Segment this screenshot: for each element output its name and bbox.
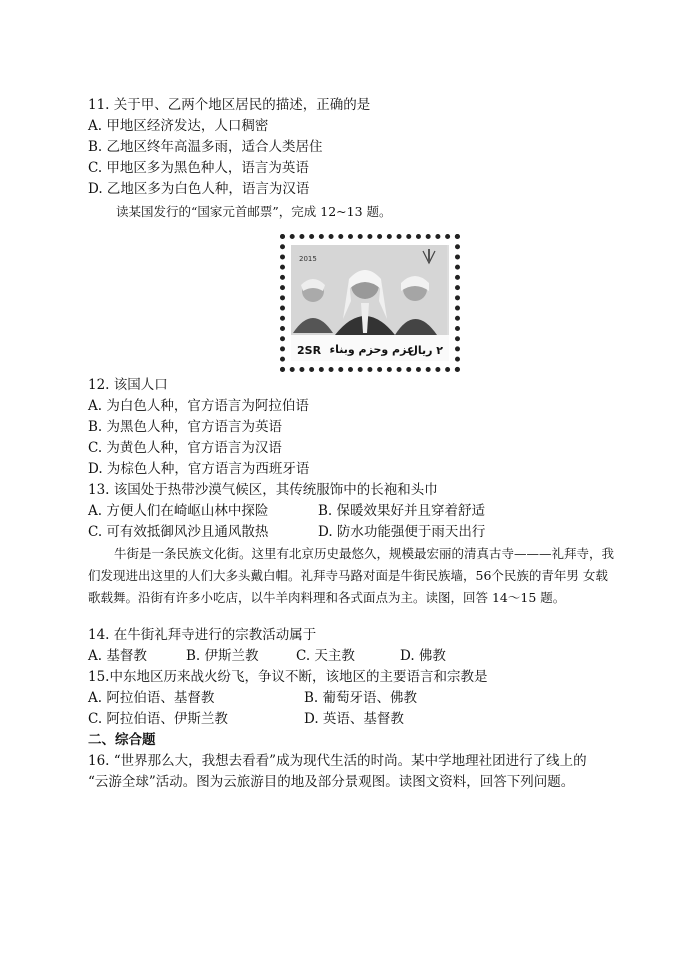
q11-option-a: A. 甲地区经济发达，人口稠密 bbox=[88, 118, 269, 134]
q12-option-a: A. 为白色人种，官方语言为阿拉伯语 bbox=[88, 398, 309, 414]
stamp-value-left: 2SR bbox=[297, 344, 322, 357]
q14-option-d: D. 佛教 bbox=[400, 648, 446, 664]
q13-option-d: D. 防水功能强便于雨天出行 bbox=[318, 524, 486, 540]
q12-stem: 12. 该国人口 bbox=[88, 377, 168, 393]
stamp-year: 2015 bbox=[299, 255, 317, 263]
q15-option-c: C. 阿拉伯语、伊斯兰教 bbox=[88, 711, 228, 727]
q13-stem: 13. 该国处于热带沙漠气候区，其传统服饰中的长袍和头巾 bbox=[88, 482, 438, 498]
q11-stem: 11. 关于甲、乙两个地区居民的描述，正确的是 bbox=[88, 97, 371, 113]
stamp-value-right: ٢ ريال bbox=[408, 344, 443, 357]
q14-stem: 14. 在牛街礼拜寺进行的宗教活动属于 bbox=[88, 627, 317, 643]
q13-option-a: A. 方便人们在崎岖山林中探险 bbox=[88, 503, 269, 519]
stamp-caption: عزم وحزم وبناء bbox=[329, 343, 415, 356]
q14-option-b: B. 伊斯兰教 bbox=[186, 648, 259, 664]
section-heading: 二、综合题 bbox=[88, 732, 156, 748]
q11-option-c: C. 甲地区多为黑色种人，语言为英语 bbox=[88, 160, 309, 176]
q15-option-d: D. 英语、基督教 bbox=[304, 711, 404, 727]
q15-stem: 15.中东地区历来战火纷飞，争议不断，该地区的主要语言和宗教是 bbox=[88, 669, 488, 685]
q14-option-a: A. 基督教 bbox=[88, 648, 147, 664]
q15-option-b: B. 葡萄牙语、佛教 bbox=[304, 690, 418, 706]
q15-option-a: A. 阿拉伯语、基督教 bbox=[88, 690, 215, 706]
intro-12-13: 读某国发行的“国家元首邮票”，完成 12~13 题。 bbox=[116, 204, 392, 219]
q14-option-c: C. 天主教 bbox=[296, 648, 355, 664]
q11-option-b: B. 乙地区终年高温多雨，适合人类居住 bbox=[88, 139, 323, 155]
stamp-bottom-band bbox=[291, 335, 449, 361]
q12-option-b: B. 为黑色人种，官方语言为英语 bbox=[88, 419, 283, 435]
q13-option-c: C. 可有效抵御风沙且通风散热 bbox=[88, 524, 269, 540]
q12-option-d: D. 为棕色人种，官方语言为西班牙语 bbox=[88, 461, 310, 477]
passage-niujie: 牛街是一条民族文化街。这里有北京历史最悠久，规模最宏丽的清真古寺———礼拜寺，我们发现进出这里的人们大多头戴白帽。礼拜寺马路对面是牛街民族墙，56个民族的青年男 女载歌载舞。沿街有许多小吃店，以牛羊肉料理和各式面点为主。读图，回答 14～15 题。 bbox=[88, 546, 615, 605]
head-of-state-stamp bbox=[280, 234, 460, 372]
q12-option-c: C. 为黄色人种，官方语言为汉语 bbox=[88, 440, 282, 456]
q13-option-b: B. 保暖效果好并且穿着舒适 bbox=[318, 503, 486, 519]
q11-option-d: D. 乙地区多为白色人种，语言为汉语 bbox=[88, 181, 310, 197]
q16-line2: “云游全球”活动。图为云旅游目的地及部分景观图。读图文资料，回答下列问题。 bbox=[88, 774, 575, 790]
q16-line1: 16. “世界那么大，我想去看看”成为现代生活的时尚。某中学地理社团进行了线上的 bbox=[88, 753, 587, 769]
